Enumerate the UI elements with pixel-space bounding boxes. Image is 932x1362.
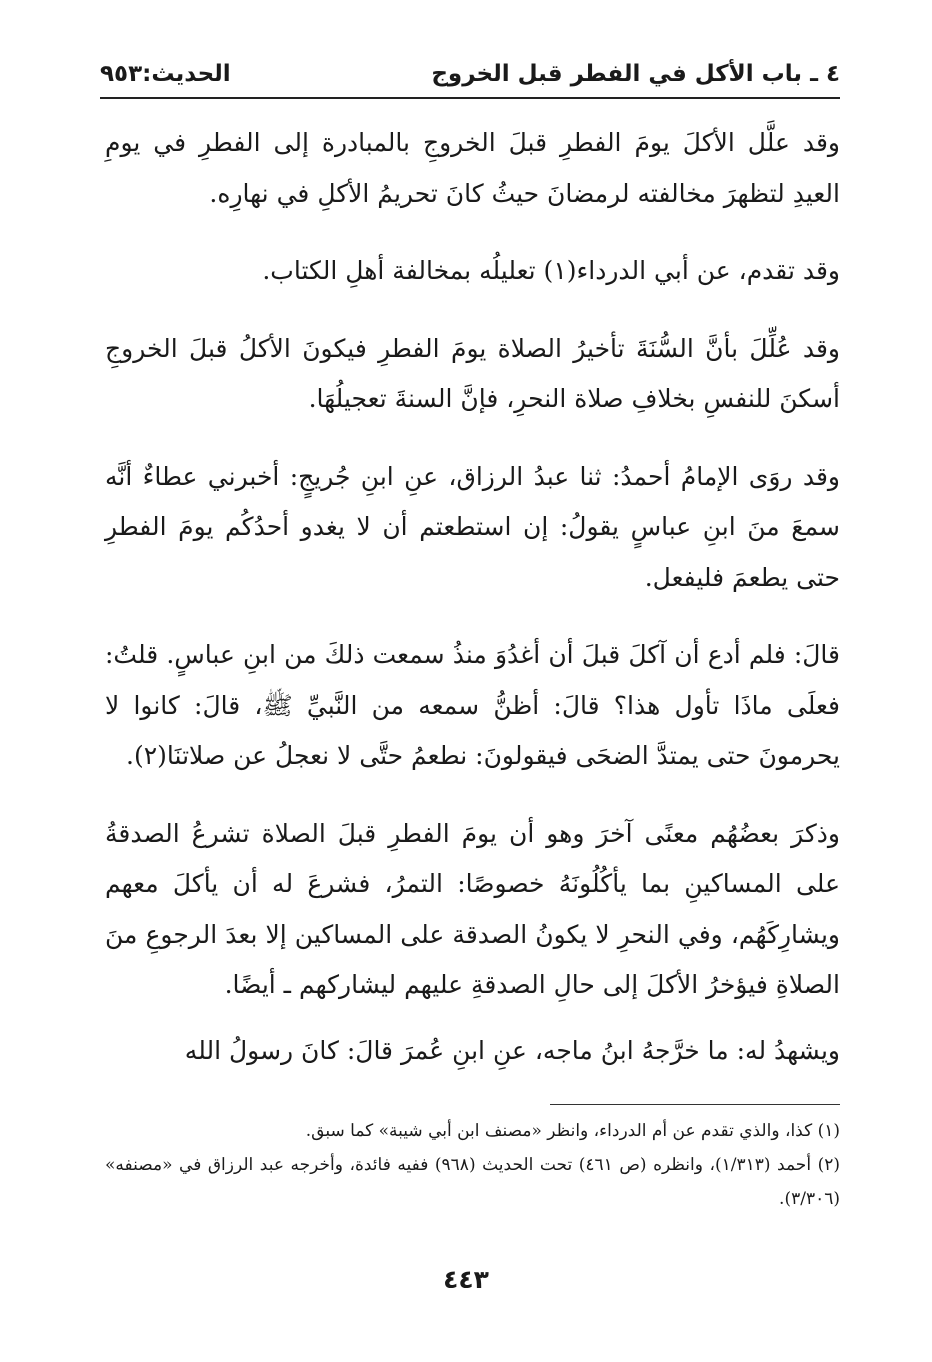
main-text	[105, 118, 840, 1091]
running-header	[100, 55, 840, 95]
chapter-title: ٤ ـ باب الأكل في الفطر قبل الخروج	[431, 61, 840, 87]
paragraph: وقد تقدم، عن أبي الدرداء(١) تعليلُه بمخالفة أهلِ الكتاب.	[262, 256, 840, 285]
hadith-number: الحديث:٩٥٣	[100, 61, 231, 87]
page-number: ٤٤٣	[443, 1265, 489, 1294]
footnote-divider	[550, 1104, 840, 1105]
paragraph: وقد روَى الإمامُ أحمدُ: ثنا عبدُ الرزاق، عنِ ابنِ جُريجٍ: أخبرني عطاءٌ أنَّه سمعَ منَ ابنِ عباسٍ يقولُ: إن استطعتم أن لا يغدو أحدُكُم يومَ الفطرِ حتى يطعمَ فليفعل.	[105, 461, 840, 592]
paragraph: قالَ: فلم أدع أن آكلَ قبلَ أن أغدُوَ منذُ سمعت ذلكَ من ابنِ عباسٍ. قلتُ: فعلَى ماذَا تأول هذا؟ قالَ: أظنُّ سمعه من النَّبيِّ ﷺ، قالَ: كانوا لا يحرمونَ حتى يمتدَّ الضحَى فيقولونَ: نطعمُ حتَّى لا نعجلُ عن صلاتنَا(٢).	[105, 640, 840, 770]
footnote: (١) كذا، والذي تقدم عن أم الدرداء، وانظر «مصنف ابن أبي شيبة» كما سبق.	[305, 1121, 840, 1141]
paragraph: وقد علَّل الأكلَ يومَ الفطرِ قبلَ الخروجِ بالمبادرة إلى الفطرِ في يومِ العيدِ لتظهرَ مخالفته لرمضانَ حيثُ كانَ تحريمُ الأكلِ في نهارِه.	[105, 128, 840, 208]
paragraph: وذكرَ بعضُهُم معنًى آخرَ وهو أن يومَ الفطرِ قبلَ الصلاة تشرعُ الصدقةُ على المساكينِ بما يأكُلُونَهُ خصوصًا: التمرُ، فشرعَ له أن يأكلَ معهم ويشارِكَهُم، وفي النحرِ لا يكونُ الصدقة على المساكين إلا بعدَ الرجوعِ منَ الصلاةِ فيؤخرُ الأكلَ إلى حالِ الصدقةِ عليهم ليشاركهم ـ أيضًا.	[105, 818, 840, 999]
footnotes	[105, 1114, 840, 1216]
paragraph: ويشهدُ له: ما خرَّجهُ ابنُ ماجه، عنِ ابنِ عُمرَ قالَ: كانَ رسولُ الله	[184, 1035, 840, 1065]
paragraph: وقد عُلِّلَ بأنَّ السُّنَةَ تأخيرُ الصلاة يومَ الفطرِ فيكونَ الأكلُ قبلَ الخروجِ أسكنَ للنفسِ بخلافِ صلاة النحرِ، فإنَّ السنةَ تعجيلُهَا.	[105, 333, 840, 413]
header-divider	[100, 97, 840, 99]
footnote: (٢) أحمد (١/٣١٣)، وانظره (ص ٤٦١) تحت الحديث (٩٦٨) ففيه فائدة، وأخرجه عبد الرزاق في «مصنفه» (٣/٣٠٦).	[105, 1155, 840, 1209]
